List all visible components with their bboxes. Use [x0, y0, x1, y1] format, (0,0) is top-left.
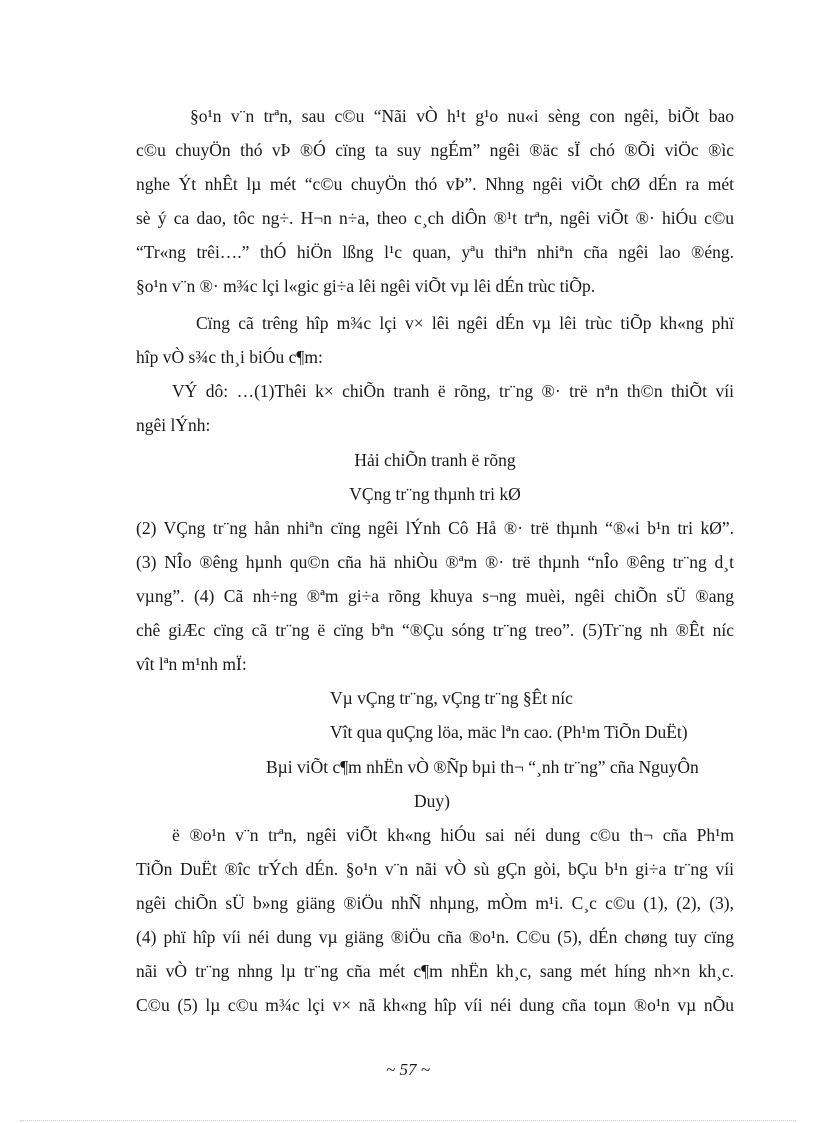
text-line: TiÕn DuËt ®îc trÝch dÉn. §o¹n v¨n nãi vÒ sù gÇn gòi, bÇu b¹n gi÷a tr¨ng víi: [136, 859, 734, 879]
text-line: C©u (5) lµ c©u m¾c lçi v× nã kh«ng hîp víi néi dung cña toµn ®o¹n vµ nÕu: [136, 995, 734, 1015]
text-line: §o¹n v¨n ®· m¾c lçi l«gic gi÷a lêi ngêi viÕt vµ lêi dÉn trùc tiÕp.: [136, 276, 596, 296]
page-bottom-rule: [20, 1120, 796, 1121]
text-line: nãi vÒ tr¨ng nhng lµ tr¨ng cña mét c¶m nhËn kh¸c, sang mét híng nh×n kh¸c.: [136, 961, 734, 981]
text-line: vµng”. (4) Cã nh÷ng ®ªm gi÷a rõng khuya s¬ng muèi, ngêi chiÕn sÜ ®ang: [136, 586, 734, 606]
text-line: sè ý ca dao, tôc ng÷. H¬n n÷a, theo c¸ch diÔn ®¹t trªn, ngêi viÕt ®· hiÓu c©u: [136, 208, 734, 228]
citation-line: Bµi viÕt c¶m nhËn vÒ ®Ñp bµi th¬ “¸nh tr¨ng” cña NguyÔn: [266, 757, 699, 777]
text-line: ngêi lÝnh:: [136, 415, 211, 435]
poem-line: Vît qua quÇng löa, mäc lªn cao. (Ph¹m TiÕn DuËt): [330, 722, 688, 742]
poem-line: Vµ vÇng tr¨ng, vÇng tr¨ng §Êt níc: [330, 688, 573, 708]
text-line: nghe Ýt nhÊt lµ mét “c©u chuyÖn thó vÞ”. Nhng ngêi viÕt chØ dÉn ra mét: [136, 174, 734, 194]
text-line: chê giÆc cïng cã tr¨ng ë cïng bªn “®Çu sóng tr¨ng treo”. (5)Tr¨ng nh ®Êt níc: [136, 620, 734, 640]
citation-line: Duy): [414, 791, 450, 811]
text-line: “Tr«ng trêi….” thÓ hiÖn lßng l¹c quan, yªu thiªn nhiªn cña ngêi lao ®éng.: [136, 242, 734, 262]
text-line: §o¹n v¨n trªn, sau c©u “Nãi vÒ h¹t g¹o nu«i sèng con ngêi, biÕt bao: [190, 106, 734, 126]
text-line: (2) VÇng tr¨ng hån nhiªn cïng ngêi lÝnh Cô Hå ®· trë thµnh “®«i b¹n tri kØ”.: [136, 518, 734, 538]
text-line: hîp vÒ s¾c th¸i biÓu c¶m:: [136, 347, 323, 367]
poem-line: Hải chiÕn tranh ë rõng: [354, 450, 516, 470]
text-line: c©u chuyÖn thó vÞ ®Ó cïng ta suy ngÉm” ngêi ®äc sÏ chó ®Õi viÖc ®ìc: [136, 140, 734, 160]
poem-line: VÇng tr¨ng thµnh tri kØ: [349, 484, 521, 504]
text-line: Cïng cã trêng hîp m¾c lçi v× lêi ngêi dÉn vµ lêi trùc tiÕp kh«ng phï: [196, 313, 734, 333]
text-line: (3) NÎo ®êng hµnh qu©n cña hä nhiÒu ®ªm ®· trë thµnh “nÎo ®êng tr¨ng d¸t: [136, 552, 734, 572]
text-line: vît lªn m¹nh mÏ:: [136, 654, 247, 674]
text-line: VÝ dô: …(1)Thêi k× chiÕn tranh ë rõng, tr¨ng ®· trë nªn th©n thiÕt víi: [172, 381, 734, 401]
text-line: (4) phï hîp víi néi dung vµ giäng ®iÖu cña ®o¹n. C©u (5), dÉn chøng tuy cïng: [136, 927, 734, 947]
text-line: ngêi chiÕn sÜ b»ng giäng ®iÖu nhÑ nhµng, mÒm m¹i. C¸c c©u (1), (2), (3),: [136, 893, 734, 913]
text-line: ë ®o¹n v¨n trªn, ngêi viÕt kh«ng hiÓu sai néi dung c©u th¬ cña Ph¹m: [172, 825, 734, 845]
page-number: ~ 57 ~: [386, 1060, 430, 1079]
